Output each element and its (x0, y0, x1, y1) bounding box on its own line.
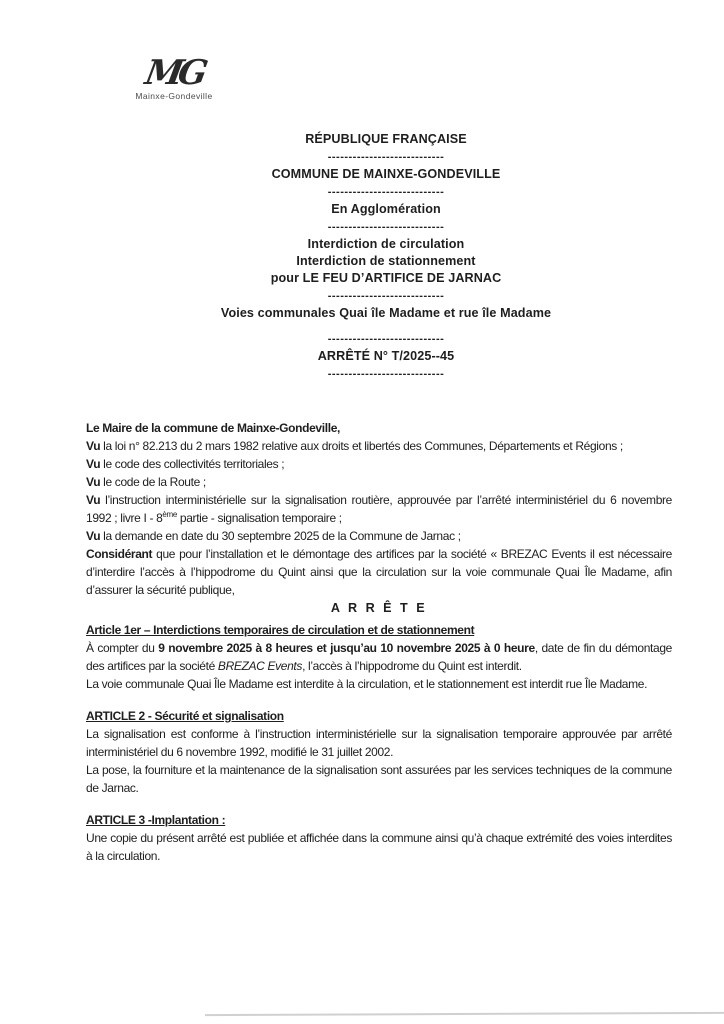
recital-demande (86, 527, 672, 545)
recital-text: partie - signalisation temporaire ; (176, 511, 342, 525)
recital-text: l’instruction interministérielle sur la signalisation routière, approuvée par l’arrêté interministériel du 6 novembre 1992 ; livre I - 8 (86, 493, 672, 525)
article-2-heading: ARTICLE 2 - Sécurité et signalisation (86, 709, 284, 723)
recital-prefix: Vu (86, 493, 101, 507)
article-2-paragraph-2: La pose, la fourniture et la maintenance de la signalisation sont assurées par les services techniques de la commune de Jarnac. (86, 763, 672, 795)
recital-text: le code de la Route ; (100, 475, 206, 489)
considerant-paragraph (86, 545, 672, 599)
recital-text: la demande en date du 30 septembre 2025 de la Commune de Jarnac ; (100, 529, 461, 543)
salutation: Le Maire de la commune de Mainxe-Gondeville, (86, 421, 341, 435)
recital-instruction (86, 491, 672, 527)
article-1-text: , l’accès à l’hippodrome du Quint est interdit. (302, 659, 522, 673)
subject-line-1: Interdiction de circulation (307, 237, 465, 251)
article-1-paragraph-1 (86, 639, 672, 675)
dashed-separator: ---------------------------- (327, 151, 445, 163)
commune-title: COMMUNE DE MAINXE-GONDEVILLE (271, 167, 501, 181)
agglomeration-line: En Agglomération (331, 202, 441, 216)
article-1-company: BREZAC Events (217, 659, 303, 673)
dashed-separator: ---------------------------- (327, 368, 445, 380)
dashed-separator: ---------------------------- (327, 333, 445, 345)
recital-prefix: Vu (86, 529, 101, 543)
article-1-text: À compter du (86, 641, 159, 655)
decree-number: ARRÊTÉ N° T/2025--45 (317, 349, 455, 363)
considerant-prefix: Considérant (86, 547, 153, 561)
republic-title: RÉPUBLIQUE FRANÇAISE (305, 132, 467, 146)
recital-code-route (86, 473, 672, 491)
recital-law (86, 437, 672, 455)
recital-collectivites (86, 455, 672, 473)
article-1-dates: 9 novembre 2025 à 8 heures et jusqu’au 10 novembre 2025 à 0 heure (158, 641, 535, 655)
recital-prefix: Vu (86, 457, 101, 471)
article-2 (86, 707, 672, 797)
dashed-separator: ---------------------------- (327, 290, 445, 302)
document-body (86, 419, 672, 865)
subject-line-3: pour LE FEU D’ARTIFICE DE JARNAC (270, 271, 502, 285)
subject-line-2: Interdiction de stationnement (296, 254, 476, 268)
article-1 (86, 621, 672, 693)
commune-logo (110, 53, 238, 101)
logo-monogram-icon: MG (142, 53, 206, 93)
document-header (48, 131, 724, 383)
recital-prefix: Vu (86, 439, 101, 453)
article-3-paragraph-1: Une copie du présent arrêté est publiée et affichée dans la commune ainsi qu’à chaque extrémité des voies interdites à la circulation. (86, 831, 672, 863)
dashed-separator: ---------------------------- (327, 186, 445, 198)
arrete-heading: A R R Ê T E (330, 601, 428, 615)
logo-label: Mainxe-Gondeville (135, 91, 213, 101)
considerant-text: que pour l’installation et le démontage des artifices par la société « BREZAC Events il est nécessaire d’interdire l’accès à l’hippodrome du Quint ainsi que la circulation sur la voie communale Quai Île Madame, afin d’assurer la sécurité publique, (86, 547, 672, 597)
recital-prefix: Vu (86, 475, 101, 489)
roads-line: Voies communales Quai île Madame et rue île Madame (220, 306, 552, 320)
article-1-text: , date de fin du démontage des artifices par la société (86, 641, 672, 673)
scan-edge-line (205, 1012, 724, 1016)
article-2-paragraph-1: La signalisation est conforme à l’instruction interministérielle sur la signalisation temporaire approuvée par arrêté interministériel du 6 novembre 1992, modifié le 31 juillet 2002. (86, 727, 672, 759)
superscript-eme: ème (162, 510, 177, 519)
article-1-heading: Article 1er – Interdictions temporaires de circulation et de stationnement (86, 623, 475, 637)
article-3 (86, 811, 672, 865)
recital-text: le code des collectivités territoriales ; (100, 457, 285, 471)
article-1-paragraph-2: La voie communale Quai Île Madame est interdite à la circulation, et le stationnement est interdit rue Île Madame. (86, 677, 648, 691)
recital-text: la loi n° 82.213 du 2 mars 1982 relative aux droits et libertés des Communes, Départements et Régions ; (100, 439, 623, 453)
article-3-heading: ARTICLE 3 -Implantation : (86, 813, 226, 827)
dashed-separator: ---------------------------- (327, 221, 445, 233)
